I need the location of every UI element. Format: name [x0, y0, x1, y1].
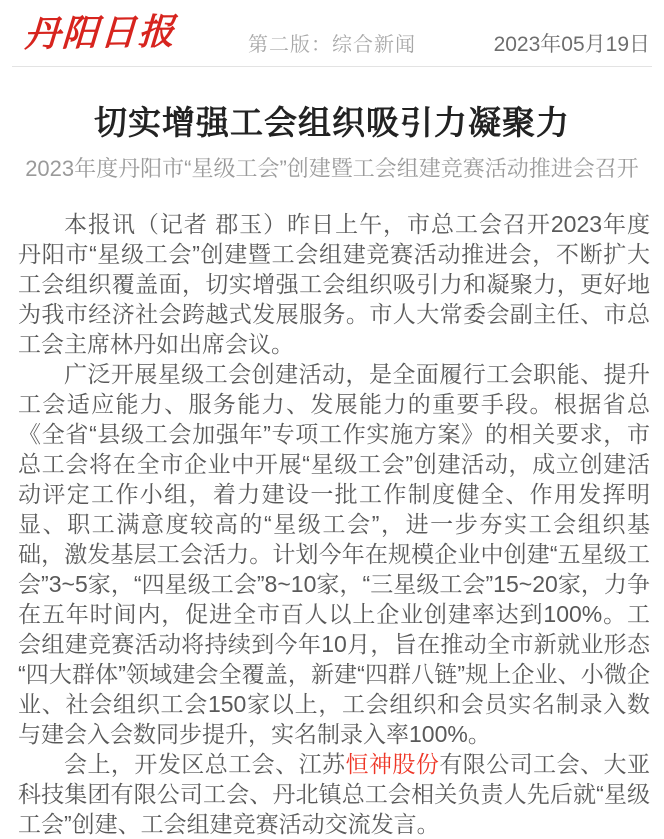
- edition-section-label: 第二版：综合新闻: [248, 34, 416, 56]
- body-paragraph-2: 广泛开展星级工会创建活动，是全面履行工会职能、提升工会适应能力、服务能力、发展能力的重要手段。根据省总《全省“县级工会加强年”专项工作实施方案》的相关要求，市总工会将在全市企业中开展“星级工会”创建活动，成立创建活动评定工作小组，着力建设一批工作制度健全、作用发挥明显、职工满意度较高的“星级工会”，进一步夯实工会组织基础，激发基层工会活力。计划今年在规模企业中创建“五星级工会”3~5家，“四星级工会”8~10家，“三星级工会”15~20家，力争在五年时间内，促进全市百人以上企业创建率达到100%。工会组建竞赛活动将持续到今年10月，旨在推动全市新就业形态“四大群体”领域建会全覆盖，新建“四群八链”规上企业、小微企业、社会组织工会150家以上，工会组织和会员实名制录入数与建会入会数同步提升，实名制录入率100%。: [18, 360, 650, 747]
- paragraph-3-text-after: 有限公司工会、大亚科技集团有限公司工会、丹北镇总工会相关负责人先后就“星级工会”创建、工会组建竞赛活动交流发言。: [18, 750, 651, 837]
- newspaper-logo[interactable]: 丹阳日报: [22, 10, 178, 56]
- article-body: [18, 209, 650, 839]
- company-name-link[interactable]: 恒神股份: [345, 750, 440, 777]
- article-title: 切实增强工会组织吸引力凝聚力: [94, 104, 570, 141]
- article-subtitle: 2023年度丹阳市“星级工会”创建暨工会组建竞赛活动推进会召开: [25, 155, 639, 181]
- body-paragraph-1: 本报讯（记者 郡玉）昨日上午，市总工会召开2023年度丹阳市“星级工会”创建暨工会组建竞赛活动推进会，不断扩大工会组织覆盖面，切实增强工会组织吸引力和凝聚力，更好地为我市经济社会跨越式发展服务。市人大常委会副主任、市总工会主席林丹如出席会议。: [18, 210, 650, 357]
- body-paragraph-3: [18, 749, 650, 839]
- article: [0, 103, 664, 839]
- page-header: [12, 0, 652, 67]
- paragraph-3-text-before: 会上，开发区总工会、江苏: [64, 750, 346, 777]
- publication-date: 2023年05月19日: [493, 33, 650, 56]
